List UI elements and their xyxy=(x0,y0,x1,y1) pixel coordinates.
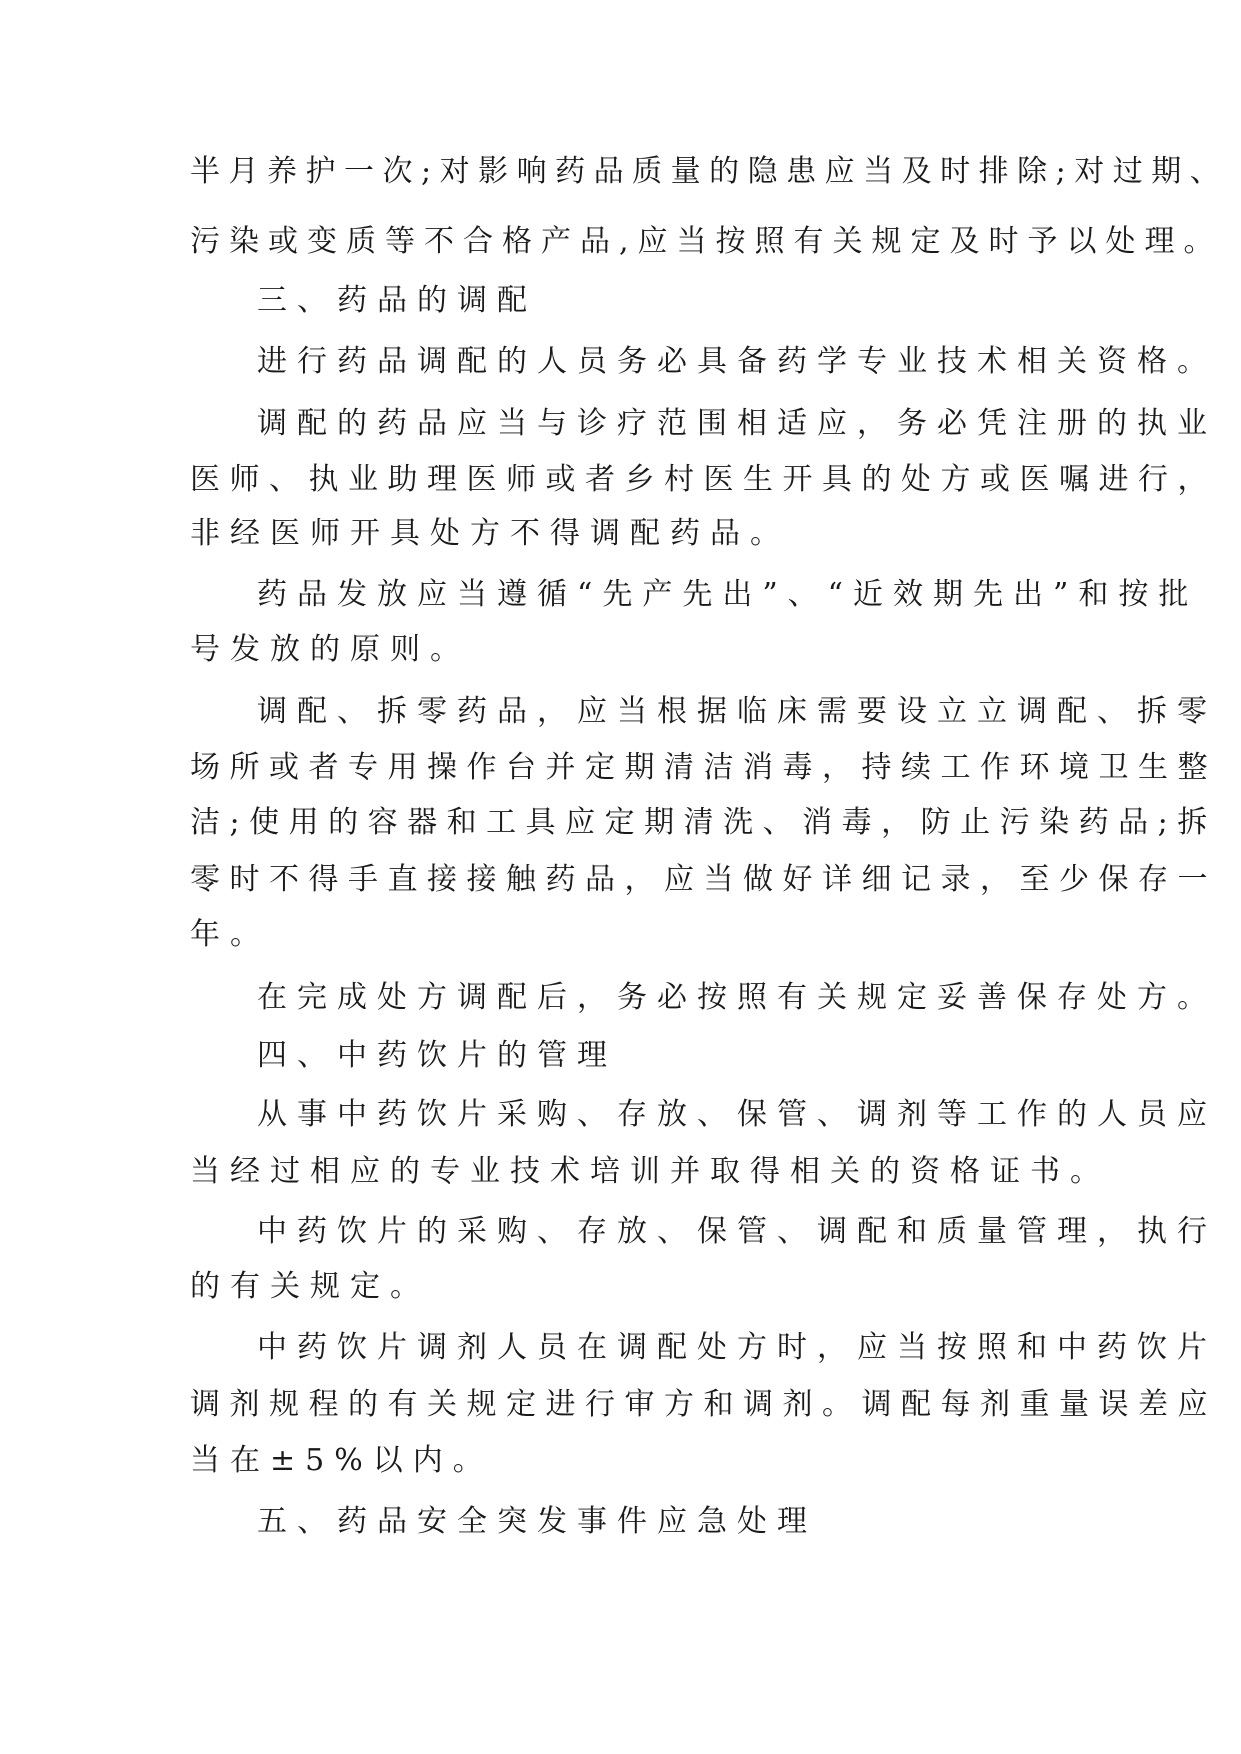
text-line: 医师、执业助理医师或者乡村医生开具的处方或医嘱进行， xyxy=(190,462,1217,497)
text-line: 的有关规定。 xyxy=(190,1269,430,1304)
text-line: 调配、拆零药品，应当根据临床需要设立立调配、拆零 xyxy=(257,694,1217,729)
text-line: 在完成处方调配后，务必按照有关规定妥善保存处方。 xyxy=(257,980,1217,1015)
text-line: 半月养护一次;对影响药品质量的隐患应当及时排除;对过期、 xyxy=(190,154,1229,189)
text-line: 污染或变质等不合格产品,应当按照有关规定及时予以处理。 xyxy=(190,224,1223,259)
text-line: 进行药品调配的人员务必具备药学专业技术相关资格。 xyxy=(257,344,1217,379)
section-heading: 五、药品安全突发事件应急处理 xyxy=(257,1504,817,1539)
text-line: 当在±5%以内。 xyxy=(190,1443,493,1478)
text-line: 洁;使用的容器和工具应定期清洗、消毒，防止污染药品;拆 xyxy=(190,805,1217,840)
section-heading: 四、中药饮片的管理 xyxy=(257,1038,617,1073)
text-line: 中药饮片的采购、存放、保管、调配和质量管理，执行 xyxy=(257,1214,1217,1249)
text-line: 中药饮片调剂人员在调配处方时，应当按照和中药饮片 xyxy=(257,1330,1217,1365)
text-line: 当经过相应的专业技术培训并取得相关的资格证书。 xyxy=(190,1154,1110,1189)
text-line: 年。 xyxy=(190,917,270,952)
section-heading: 三、药品的调配 xyxy=(257,283,537,318)
text-line: 调剂规程的有关规定进行审方和调剂。调配每剂重量误差应 xyxy=(190,1387,1217,1422)
text-line: 场所或者专用操作台并定期清洁消毒，持续工作环境卫生整 xyxy=(190,750,1217,785)
text-line: 零时不得手直接接触药品，应当做好详细记录，至少保存一 xyxy=(190,862,1217,897)
text-line: 药品发放应当遵循“先产先出”、“近效期先出”和按批 xyxy=(257,577,1199,612)
text-line: 从事中药饮片采购、存放、保管、调剂等工作的人员应 xyxy=(257,1097,1217,1132)
text-line: 非经医师开具处方不得调配药品。 xyxy=(190,516,790,551)
text-line: 调配的药品应当与诊疗范围相适应，务必凭注册的执业 xyxy=(257,406,1217,441)
text-line: 号发放的原则。 xyxy=(190,632,470,667)
